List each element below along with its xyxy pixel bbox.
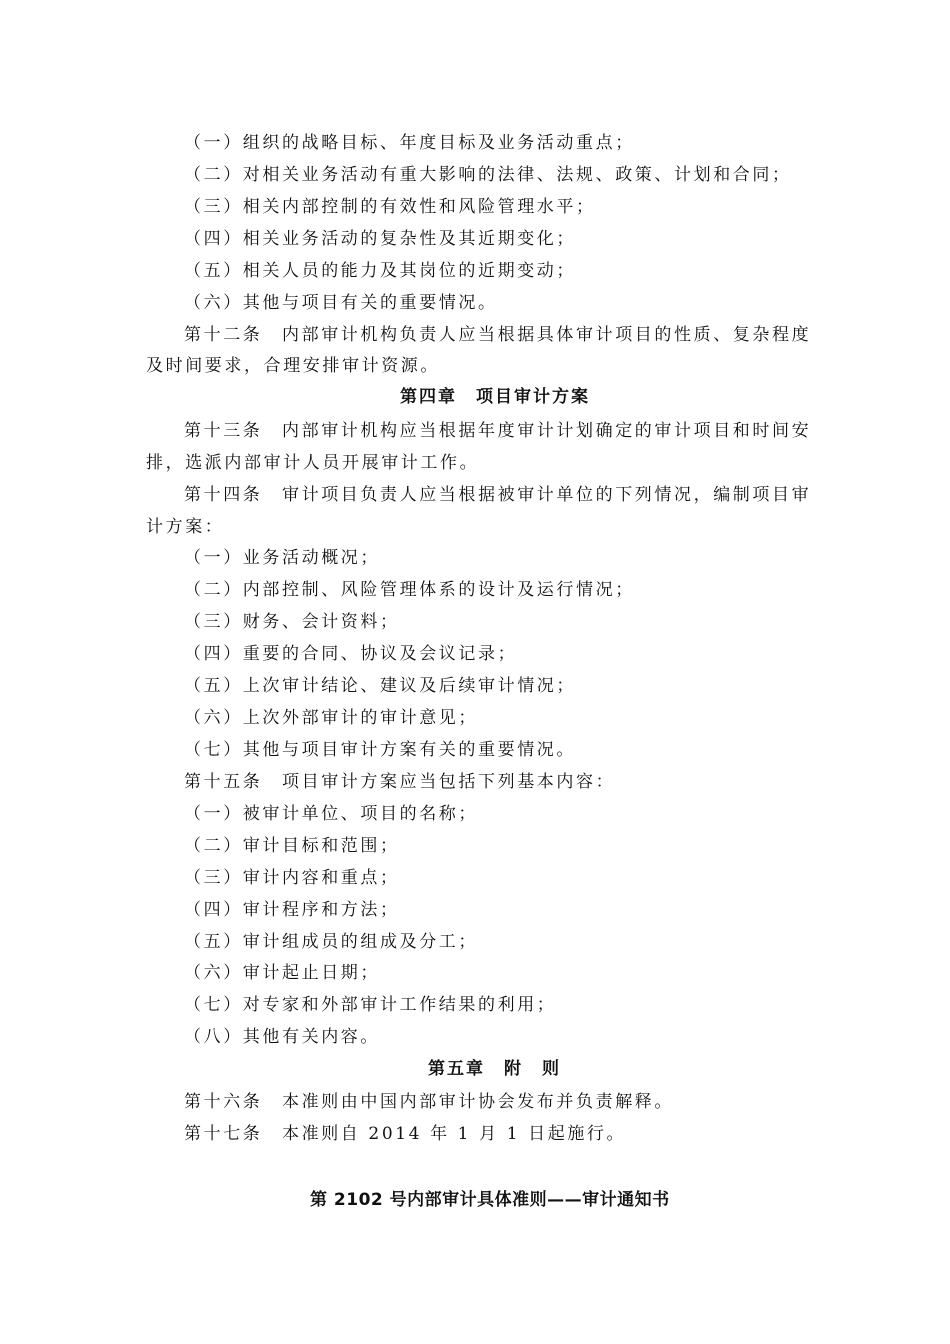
list-item: （四）审计程序和方法； bbox=[184, 900, 400, 920]
list-item: （六）上次外部审计的审计意见； bbox=[184, 708, 478, 728]
chapter-5-heading: 第五章 附 则 bbox=[428, 1059, 561, 1079]
list-item: （七）其他与项目审计方案有关的重要情况。 bbox=[184, 740, 576, 760]
article-17: 第十七条 本准则自 2014 年 1 月 1 日起施行。 bbox=[184, 1124, 627, 1144]
list-item: （五）审计组成员的组成及分工； bbox=[184, 932, 478, 952]
article-15: 第十五条 项目审计方案应当包括下列基本内容： bbox=[184, 772, 616, 792]
article-12-cont: 及时间要求，合理安排审计资源。 bbox=[146, 356, 440, 376]
list-item: （六）审计起止日期； bbox=[184, 963, 380, 983]
article-14: 第十四条 审计项目负责人应当根据被审计单位的下列情况，编制项目审 bbox=[184, 485, 812, 505]
article-12: 第十二条 内部审计机构负责人应当根据具体审计项目的性质、复杂程度 bbox=[184, 325, 812, 345]
list-item: （三）审计内容和重点； bbox=[184, 868, 400, 888]
article-13: 第十三条 内部审计机构应当根据年度审计计划确定的审计项目和时间安 bbox=[184, 421, 812, 441]
list-item: （三）相关内部控制的有效性和风险管理水平； bbox=[184, 197, 596, 217]
list-item: （一）业务活动概况； bbox=[184, 548, 380, 568]
list-item: （五）相关人员的能力及其岗位的近期变动； bbox=[184, 261, 576, 281]
list-item: （二）审计目标和范围； bbox=[184, 836, 400, 856]
list-item: （二）内部控制、风险管理体系的设计及运行情况； bbox=[184, 580, 635, 600]
list-item: （八）其他有关内容。 bbox=[184, 1027, 380, 1047]
list-item: （七）对专家和外部审计工作结果的利用； bbox=[184, 995, 557, 1015]
list-item: （四）重要的合同、协议及会议记录； bbox=[184, 644, 518, 664]
list-item: （一）组织的战略目标、年度目标及业务活动重点； bbox=[184, 133, 635, 153]
list-item: （二）对相关业务活动有重大影响的法律、法规、政策、计划和合同； bbox=[184, 165, 792, 185]
chapter-4-heading: 第四章 项目审计方案 bbox=[400, 387, 590, 407]
list-item: （一）被审计单位、项目的名称； bbox=[184, 804, 478, 824]
list-item: （六）其他与项目有关的重要情况。 bbox=[184, 293, 498, 313]
list-item: （三）财务、会计资料； bbox=[184, 612, 400, 632]
article-16: 第十六条 本准则由中国内部审计协会发布并负责解释。 bbox=[184, 1092, 674, 1112]
article-14-cont: 计方案： bbox=[146, 517, 225, 537]
list-item: （五）上次审计结论、建议及后续审计情况； bbox=[184, 676, 576, 696]
list-item: （四）相关业务活动的复杂性及其近期变化； bbox=[184, 229, 576, 249]
next-standard-title: 第 2102 号内部审计具体准则——审计通知书 bbox=[310, 1190, 670, 1210]
article-13-cont: 排，选派内部审计人员开展审计工作。 bbox=[146, 453, 480, 473]
